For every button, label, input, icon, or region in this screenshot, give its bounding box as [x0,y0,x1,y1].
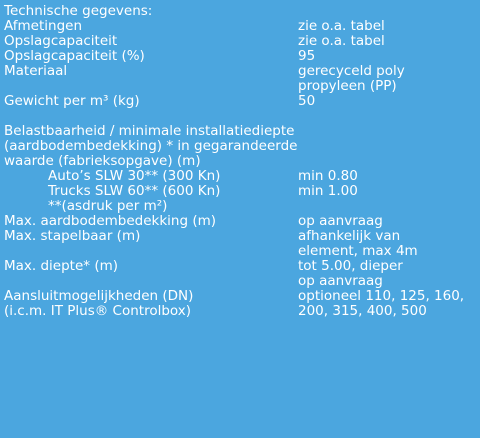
spec-label: Afmetingen [4,18,82,34]
spec-row-trucks [4,184,480,199]
spec-heading: Technische gegevens: [4,3,153,19]
spec-row-materiaal-cont [4,79,480,94]
spec-value: element, max 4m [298,243,418,259]
spec-value: 95 [298,48,316,64]
spec-value: gerecyceld poly [298,63,405,79]
belastbaarheid-intro-3 [4,154,480,169]
spec-value: tot 5.00, dieper [298,258,403,274]
spec-row-autos [4,169,480,184]
spec-label: Aansluitmogelijkheden (DN) [4,288,194,304]
spec-label: Max. diepte* (m) [4,258,119,274]
spec-row-max-stapelbaar [4,229,480,244]
spec-heading-row [4,4,480,19]
spec-row-max-aardbodembedekking [4,214,480,229]
spec-paragraph: waarde (fabrieksopgave) (m) [4,153,201,169]
spec-row-aansluit [4,289,480,304]
spec-row-max-stapelbaar-cont [4,244,480,259]
spec-value: op aanvraag [298,213,383,229]
spec-row-opslagcapaciteit-pct [4,49,480,64]
spec-value: zie o.a. tabel [298,18,385,34]
spec-label: Gewicht per m³ (kg) [4,93,140,109]
spec-footnote: **(asdruk per m²) [48,198,168,214]
spec-row-max-diepte-cont [4,274,480,289]
spec-row-gewicht [4,94,480,109]
spec-label: Auto’s SLW 30** (300 Kn) [48,168,221,184]
spec-value: 50 [298,93,316,109]
spec-value: min 0.80 [298,168,358,184]
spec-footnote-row [4,199,480,214]
belastbaarheid-intro-2 [4,139,480,154]
spec-label: Max. aardbodembedekking (m) [4,213,217,229]
spec-label: Opslagcapaciteit (%) [4,48,145,64]
spec-row-opslagcapaciteit [4,34,480,49]
spec-label: (i.c.m. IT Plus® Controlbox) [4,303,192,319]
spec-label: Trucks SLW 60** (600 Kn) [48,183,221,199]
spec-label: Materiaal [4,63,68,79]
spec-value: optioneel 110, 125, 160, [298,288,465,304]
spec-row-aansluit-cont [4,304,480,319]
belastbaarheid-intro [4,124,480,139]
spec-value: op aanvraag [298,273,383,289]
technical-specifications [4,4,480,319]
spec-paragraph: (aardbodembedekking) * in gegarandeerde [4,138,298,154]
spec-label: Max. stapelbaar (m) [4,228,141,244]
spec-value: zie o.a. tabel [298,33,385,49]
spec-value: min 1.00 [298,183,358,199]
spec-label: Opslagcapaciteit [4,33,118,49]
spec-value: propyleen (PP) [298,78,397,94]
spec-row-afmetingen [4,19,480,34]
spec-row-materiaal [4,64,480,79]
spec-value: 200, 315, 400, 500 [298,303,427,319]
spec-paragraph: Belastbaarheid / minimale installatiediepte [4,123,295,139]
spec-row-max-diepte [4,259,480,274]
spec-value: afhankelijk van [298,228,401,244]
